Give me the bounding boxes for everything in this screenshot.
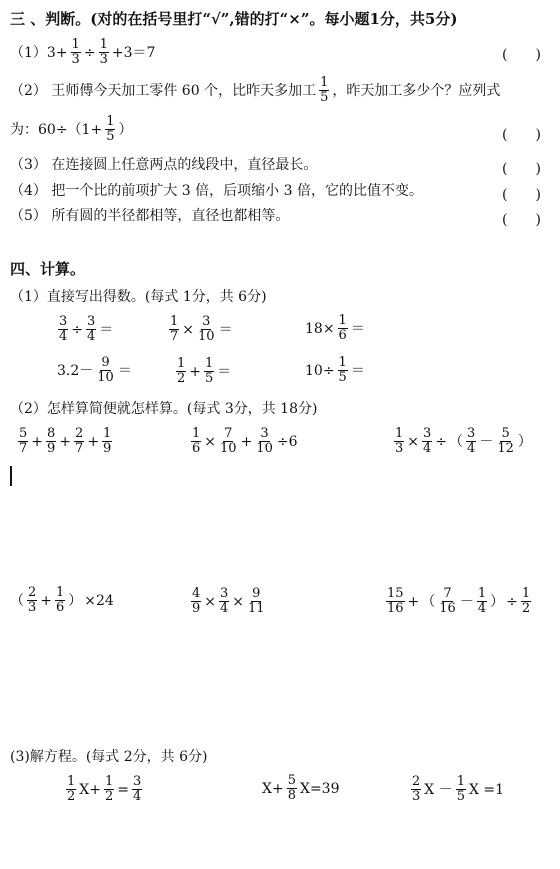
- fraction: $\frac{1}{5}$: [320, 75, 329, 106]
- judge-q5: （5） 所有圆的半径都相等，直径也都相等。: [10, 208, 290, 224]
- answer-paren[interactable]: ( ): [502, 127, 541, 143]
- simplify-calc-4: （ $\frac{2}{3}$ + $\frac{1}{6}$ ） ×24: [10, 585, 114, 616]
- judge-q3: （3） 在连接圆上任意两点的线段中，直径最长。: [10, 157, 318, 173]
- direct-calc-5: $\frac{1}{2}$ + $\frac{1}{5}$ ＝: [177, 356, 232, 387]
- text-cursor: [10, 466, 12, 486]
- section-4-title: 四、计算。: [10, 260, 86, 278]
- part-3-heading: (3)解方程。(每式 2分，共 6分): [10, 749, 208, 765]
- direct-calc-2: $\frac{1}{7}$ × $\frac{3}{10}$ ＝: [170, 314, 233, 345]
- simplify-calc-3: $\frac{1}{3}$ × $\frac{3}{4}$ ÷ （ $\frac{3}{4}$ － $\frac{5}{12}$ ）: [395, 426, 532, 457]
- section-3-title: 三 、判断。(对的在括号里打“√”,错的打“×”。每小题1分，共5分): [10, 10, 458, 28]
- judge-q1: （1）3+ $\frac{1}{3}$ ÷ $\frac{1}{3}$ +3＝7: [10, 37, 156, 68]
- answer-paren[interactable]: ( ): [502, 47, 541, 63]
- direct-calc-6: 10÷ $\frac{1}{5}$ ＝: [305, 355, 365, 386]
- fraction: $\frac{1}{3}$: [99, 37, 108, 68]
- simplify-calc-1: $\frac{5}{7}$ + $\frac{8}{9}$ + $\frac{2}{7}$ + $\frac{1}{9}$: [19, 426, 112, 457]
- equation-1: $\frac{1}{2}$ X+ $\frac{1}{2}$ = $\frac{3}{4}$: [67, 774, 142, 805]
- part-1-heading: （1）直接写出得数。(每式 1分，共 6分): [10, 289, 267, 305]
- direct-calc-3: 18× $\frac{1}{6}$ ＝: [305, 313, 365, 344]
- direct-calc-4: 3.2－ $\frac{9}{10}$ ＝: [57, 355, 132, 386]
- simplify-calc-6: $\frac{15}{16}$ + （ $\frac{7}{16}$ － $\frac{1}{4}$ ） ÷ $\frac{1}{2}$: [387, 586, 531, 617]
- q1-lead: （1）3+: [10, 44, 68, 61]
- judge-q2-cont: 为：60÷（1+ $\frac{1}{5}$ ）: [10, 114, 133, 145]
- equation-3: $\frac{2}{3}$ X － $\frac{1}{5}$ X =1: [412, 774, 505, 805]
- answer-paren[interactable]: ( ): [502, 212, 541, 228]
- answer-paren[interactable]: ( ): [502, 161, 541, 177]
- fraction: $\frac{1}{3}$: [71, 37, 80, 68]
- equation-2: X+ $\frac{5}{8}$ X=39: [262, 773, 340, 804]
- fraction: $\frac{1}{5}$: [106, 114, 115, 145]
- direct-calc-1: $\frac{3}{4}$ ÷ $\frac{3}{4}$ ＝: [59, 314, 114, 345]
- simplify-calc-5: $\frac{4}{9}$ × $\frac{3}{4}$ × $\frac{9}{11}$: [192, 586, 265, 617]
- simplify-calc-2: $\frac{1}{6}$ × $\frac{7}{10}$ + $\frac{3}{10}$ ÷6: [192, 426, 298, 457]
- part-2-heading: （2）怎样算简便就怎样算。(每式 3分，共 18分): [10, 401, 318, 417]
- judge-q4: （4） 把一个比的前项扩大 3 倍，后项缩小 3 倍，它的比值不变。: [10, 183, 423, 199]
- answer-paren[interactable]: ( ): [502, 187, 541, 203]
- judge-q2: （2） 王师傅今天加工零件 60 个，比昨天多加工 $\frac{1}{5}$ ，昨天加工多少个？应列式: [10, 75, 501, 106]
